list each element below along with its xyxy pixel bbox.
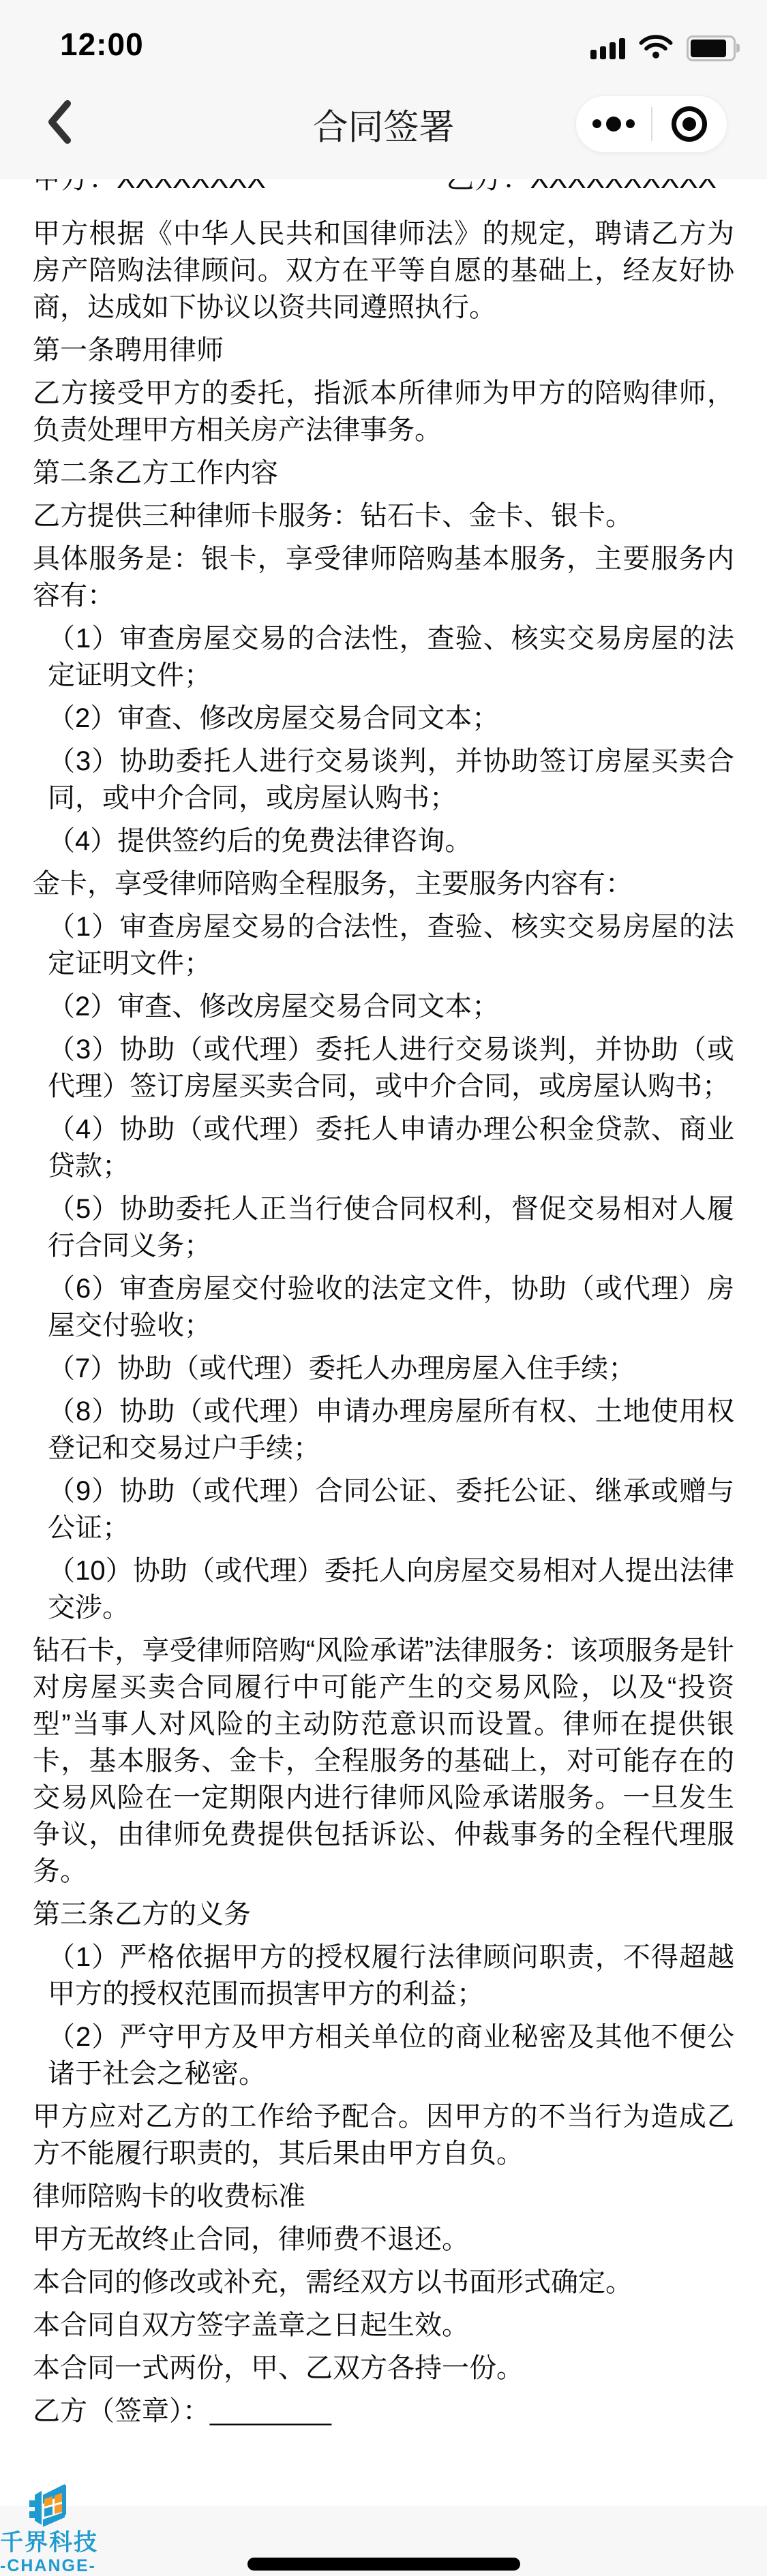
contract-paragraph: （4）协助（或代理）委托人申请办理公积金贷款、商业贷款； [48, 1114, 734, 1181]
contract-paragraph: 甲方根据《中华人民共和国律师法》的规定，聘请乙方为房产陪购法律顾问。双方在平等自愿的基础上，经友好协商，达成如下协议以资共同遵照执行。 [33, 219, 734, 322]
status-icons [590, 33, 736, 63]
more-button[interactable] [576, 96, 651, 152]
brand-subtitle: -CHANGE- [0, 2556, 96, 2575]
home-indicator[interactable] [247, 2558, 520, 2571]
contract-paragraph: （2）严守甲方及甲方相关单位的商业秘密及其他不便公诸于社会之秘密。 [48, 2022, 734, 2089]
contract-paragraph: 乙方接受甲方的委托，指派本所律师为甲方的陪购律师，负责处理甲方相关房产法律事务。 [33, 378, 734, 445]
cellular-signal-icon [590, 37, 625, 59]
contract-paragraph: （1）审查房屋交易的合法性，查验、核实交易房屋的法定证明文件； [48, 912, 734, 979]
battery-icon [687, 35, 736, 61]
exit-button[interactable] [652, 96, 727, 152]
contract-paragraph: 律师陪购卡的收费标准 [33, 2181, 305, 2211]
contract-paragraph: （3）协助（或代理）委托人进行交易谈判，并协助（或代理）签订房屋买卖合同，或中介合同，或房屋认购书； [48, 1034, 734, 1101]
contract-paragraph: 本合同自双方签字盖章之日起生效。 [33, 2310, 469, 2340]
exit-target-icon [672, 106, 707, 142]
more-dots-icon [592, 119, 601, 128]
contract-paragraph: 乙方提供三种律师卡服务：钻石卡、金卡、银卡。 [33, 501, 633, 531]
status-bar [0, 0, 767, 68]
contract-paragraph: 第三条乙方的义务 [33, 1899, 251, 1929]
contract-paragraph: 第二条乙方工作内容 [33, 458, 278, 488]
contract-paragraph: （2）审查、修改房屋交易合同文本； [48, 992, 500, 1022]
contract-paragraph: （2）审查、修改房屋交易合同文本； [48, 703, 500, 733]
footer [0, 2506, 767, 2576]
brand-logo-icon [0, 2483, 95, 2528]
back-button[interactable] [35, 93, 83, 155]
contract-paragraph: （8）协助（或代理）申请办理房屋所有权、土地使用权登记和交易过户手续； [48, 1396, 734, 1463]
contract-paragraph: （10）协助（或代理）委托人向房屋交易相对人提出法律交涉。 [48, 1556, 734, 1623]
page-title: 合同签署 [312, 108, 455, 147]
contract-paragraph: 甲方应对乙方的工作给予配合。因甲方的不当行为造成乙方不能履行职责的，其后果由甲方自负。 [33, 2102, 734, 2168]
contract-paragraph: 金卡，享受律师陪购全程服务，主要服务内容有： [33, 869, 633, 899]
contract-paragraph: 钻石卡，享受律师陪购“风险承诺”法律服务：该项服务是针对房屋买卖合同履行中可能产生的交易风险，以及“投资型”当事人对风险的主动防范意识而设置。律师在提供银卡，基本服务、金卡，全程服务的基础上，对可能存在的交易风险在一定期限内进行律师风险承诺服务。一旦发生争议，由律师免费提供包括诉讼、仲裁事务的全程代理服务。 [33, 1636, 734, 1886]
contract-paragraph: （7）协助（或代理）委托人办理房屋入住手续； [48, 1353, 636, 1383]
nav-bar [0, 68, 767, 179]
contract-paragraph: （6）审查房屋交付验收的法定文件，协助（或代理）房屋交付验收； [48, 1274, 734, 1340]
contract-paragraph: （9）协助（或代理）合同公证、委托公证、继承或赠与公证； [48, 1476, 734, 1543]
contract-paragraph: （3）协助委托人进行交易谈判，并协助签订房屋买卖合同，或中介合同，或房屋认购书； [48, 746, 734, 813]
contract-paragraph: 乙方（签章）：________ [33, 2396, 331, 2426]
contract-paragraph: （5）协助委托人正当行使合同权利，督促交易相对人履行合同义务； [48, 1194, 734, 1261]
header [0, 0, 767, 179]
brand-name: 千界科技 [0, 2530, 98, 2556]
contract-paragraph: （4）提供签约后的免费法律咨询。 [48, 826, 472, 856]
contract-paragraph: 本合同一式两份，甲、乙双方各持一份。 [33, 2353, 524, 2383]
contract-paragraph: 第一条聘用律师 [33, 335, 224, 365]
brand-logo [0, 2483, 98, 2575]
contract-paragraph: 甲方无故终止合同，律师费不退还。 [33, 2224, 469, 2254]
contract-paragraph: 本合同的修改或补充，需经双方以书面形式确定。 [33, 2267, 633, 2297]
contract-body [33, 215, 734, 2429]
wifi-icon [639, 33, 673, 63]
miniprogram-capsule [575, 95, 728, 153]
contract-paragraph: （1）审查房屋交易的合法性，查验、核实交易房屋的法定证明文件； [48, 624, 734, 690]
contract-paragraph: 具体服务是：银卡，享受律师陪购基本服务，主要服务内容有： [33, 544, 734, 611]
chevron-left-icon [46, 99, 72, 148]
status-time: 12:00 [60, 27, 144, 62]
contract-paragraph: （1）严格依据甲方的授权履行法律顾问职责，不得超越甲方的授权范围而损害甲方的利益； [48, 1942, 734, 2009]
